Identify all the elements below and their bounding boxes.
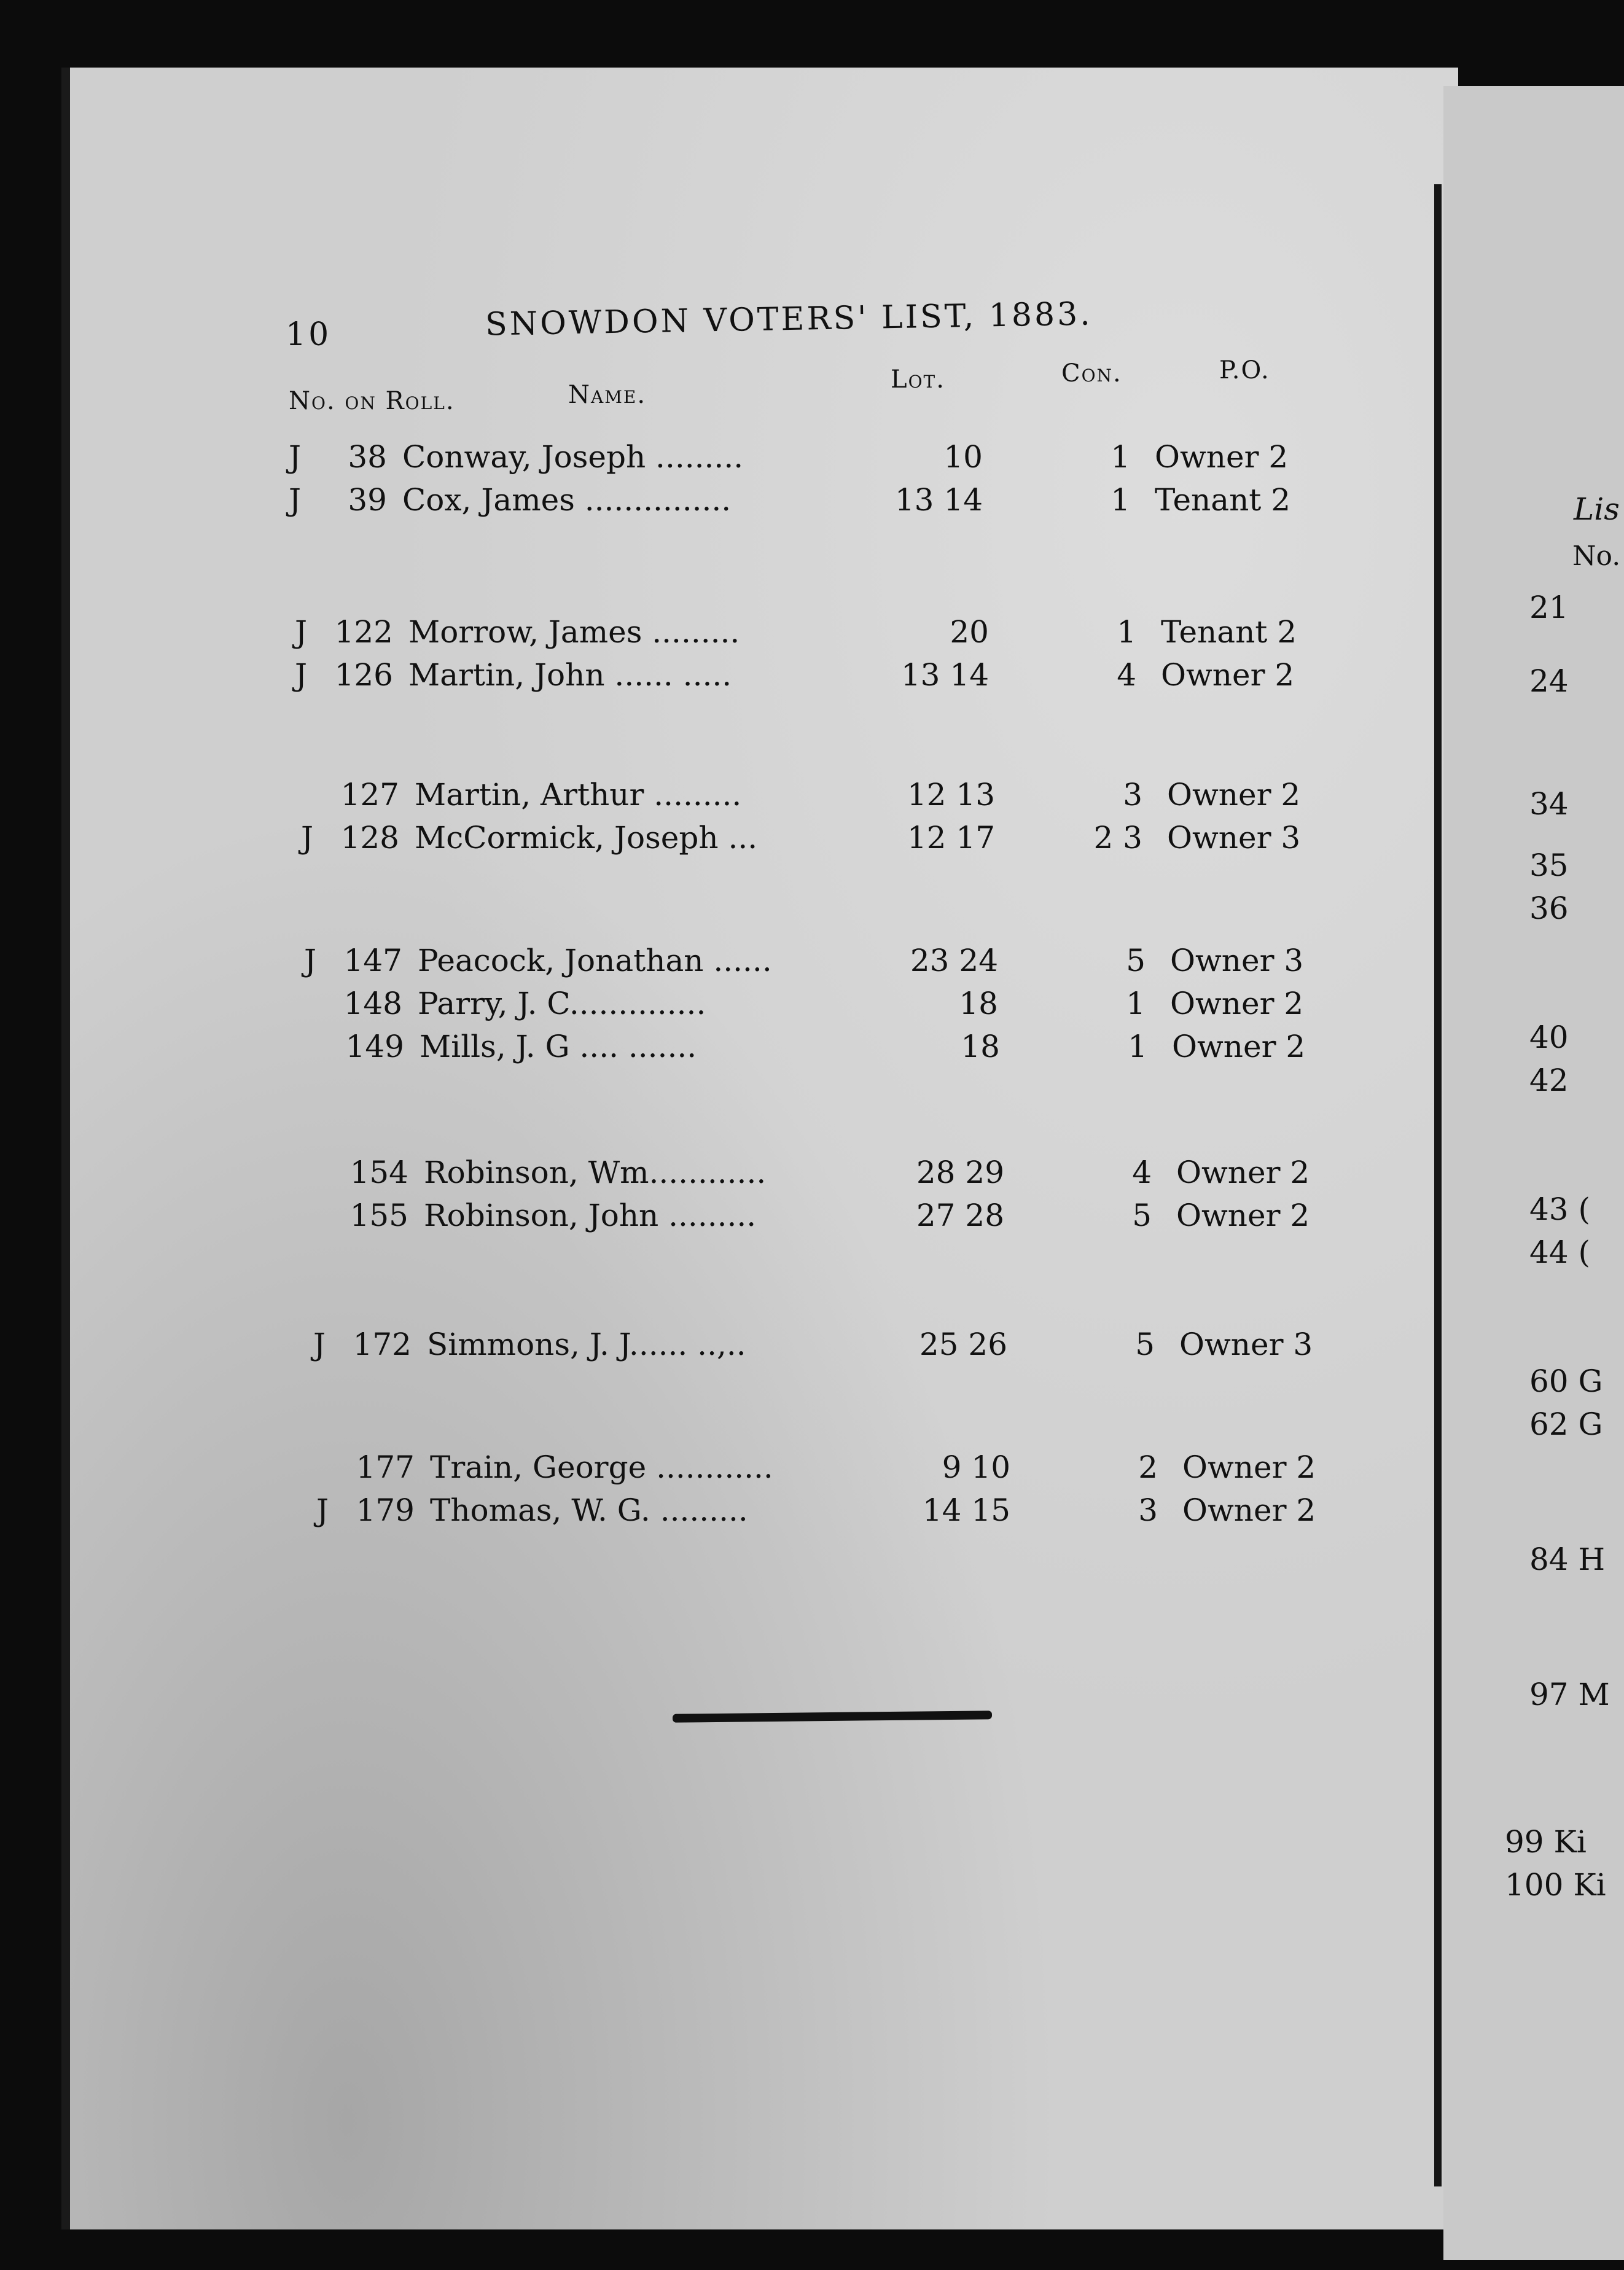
entry-lot: 28 29 <box>916 1155 1004 1190</box>
facing-item: 36 <box>1529 891 1569 926</box>
entry-lot: 10 <box>943 439 983 475</box>
facing-item: 97 M <box>1529 1677 1610 1712</box>
entry-roll-number: 155 <box>349 1198 408 1233</box>
entry-con: 5 <box>1135 1327 1155 1362</box>
entry-po: Owner 3 <box>1179 1327 1313 1362</box>
entry-mark: J <box>316 1492 329 1528</box>
facing-item: 44 ( <box>1529 1234 1591 1270</box>
facing-col-header: No. <box>1572 540 1621 572</box>
entry-po: Owner 2 <box>1167 777 1301 813</box>
facing-heading: Lis <box>1574 491 1620 527</box>
entry-name: Thomas, W. G. ......... <box>430 1492 748 1528</box>
entry-con: 5 <box>1126 943 1146 978</box>
entry-lot: 20 <box>950 614 989 650</box>
page-left <box>61 68 1458 2229</box>
entry-mark: J <box>289 482 302 518</box>
entry-con: 1 <box>1126 986 1146 1021</box>
entry-po: Owner 2 <box>1182 1492 1316 1528</box>
entry-roll-number: 147 <box>343 943 402 978</box>
entry-lot: 12 17 <box>907 820 995 856</box>
entry-po: Owner 2 <box>1176 1198 1310 1233</box>
entry-roll-number: 149 <box>345 1029 404 1064</box>
facing-item: 60 G <box>1529 1363 1603 1399</box>
entry-name: Martin, Arthur ......... <box>415 777 742 813</box>
col-po: P.O. <box>1219 356 1270 384</box>
entry-lot: 13 14 <box>900 657 989 693</box>
entry-name: Martin, John ...... ..... <box>408 657 732 693</box>
entry-roll-number: 126 <box>334 657 393 693</box>
entry-lot: 23 24 <box>910 943 998 978</box>
entry-mark: J <box>304 943 317 978</box>
col-con: Con. <box>1061 359 1122 388</box>
facing-item: 42 <box>1529 1063 1569 1098</box>
entry-roll-number: 38 <box>348 439 387 475</box>
entry-lot: 13 14 <box>894 482 983 518</box>
col-name: Name. <box>568 381 647 409</box>
entry-mark: J <box>295 657 308 693</box>
entry-con: 3 <box>1138 1492 1158 1528</box>
entry-po: Owner 2 <box>1161 657 1295 693</box>
col-lot: Lot. <box>891 365 945 394</box>
facing-item: 34 <box>1529 786 1569 822</box>
entry-roll-number: 122 <box>334 614 393 650</box>
entry-lot: 12 13 <box>907 777 995 813</box>
entry-lot: 9 10 <box>942 1449 1010 1485</box>
entry-roll-number: 154 <box>349 1155 408 1190</box>
entry-con: 2 <box>1138 1449 1158 1485</box>
entry-lot: 18 <box>961 1029 1000 1064</box>
entry-name: Parry, J. C.............. <box>418 986 706 1021</box>
entry-po: Owner 3 <box>1167 820 1301 856</box>
entry-po: Owner 2 <box>1182 1449 1316 1485</box>
page-right-partial <box>1443 86 1624 2260</box>
entry-name: Robinson, Wm............ <box>424 1155 767 1190</box>
facing-item: 62 G <box>1529 1406 1603 1442</box>
entry-roll-number: 148 <box>343 986 402 1021</box>
page-number: 10 <box>286 316 332 353</box>
entry-lot: 18 <box>959 986 998 1021</box>
entry-name: Simmons, J. J...... ..,.. <box>427 1327 746 1362</box>
entry-roll-number: 127 <box>340 777 399 813</box>
entry-po: Owner 2 <box>1176 1155 1310 1190</box>
entry-con: 1 <box>1117 614 1136 650</box>
facing-item: 84 H <box>1529 1542 1606 1577</box>
entry-lot: 14 15 <box>922 1492 1010 1528</box>
entry-con: 4 <box>1117 657 1136 693</box>
entry-name: Train, George ............ <box>430 1449 773 1485</box>
facing-item: 99 Ki <box>1505 1824 1587 1860</box>
page-title: SNOWDON VOTERS' LIST, 1883. <box>485 295 1093 343</box>
entry-con: 2 3 <box>1093 820 1142 856</box>
facing-item: 24 <box>1529 663 1569 699</box>
entry-roll-number: 179 <box>356 1492 415 1528</box>
entry-po: Tenant 2 <box>1155 482 1291 518</box>
entry-po: Owner 2 <box>1172 1029 1306 1064</box>
entry-mark: J <box>301 820 314 856</box>
entry-con: 1 <box>1128 1029 1147 1064</box>
col-no-on-roll: No. on Roll. <box>289 387 455 415</box>
entry-roll-number: 172 <box>353 1327 412 1362</box>
entry-name: Morrow, James ......... <box>408 614 740 650</box>
book-gutter <box>1434 184 1442 2186</box>
entry-con: 1 <box>1111 482 1130 518</box>
entry-name: Mills, J. G .... ....... <box>420 1029 697 1064</box>
entry-name: Peacock, Jonathan ...... <box>418 943 772 978</box>
facing-item: 21 <box>1529 590 1569 625</box>
entry-name: Cox, James ............... <box>402 482 732 518</box>
entry-mark: J <box>289 439 302 475</box>
entry-po: Tenant 2 <box>1161 614 1297 650</box>
facing-item: 40 <box>1529 1020 1569 1055</box>
entry-roll-number: 128 <box>340 820 399 856</box>
facing-item: 35 <box>1529 848 1569 883</box>
entry-name: Conway, Joseph ......... <box>402 439 744 475</box>
entry-mark: J <box>313 1327 326 1362</box>
entry-po: Owner 2 <box>1155 439 1289 475</box>
facing-item: 100 Ki <box>1505 1867 1606 1903</box>
entry-name: McCormick, Joseph ... <box>415 820 758 856</box>
entry-con: 4 <box>1132 1155 1152 1190</box>
entry-po: Owner 3 <box>1170 943 1304 978</box>
entry-con: 3 <box>1123 777 1142 813</box>
entry-lot: 25 26 <box>919 1327 1007 1362</box>
entry-po: Owner 2 <box>1170 986 1304 1021</box>
entry-roll-number: 39 <box>348 482 387 518</box>
entry-lot: 27 28 <box>916 1198 1004 1233</box>
entry-mark: J <box>295 614 308 650</box>
entry-con: 1 <box>1111 439 1130 475</box>
facing-item: 43 ( <box>1529 1192 1591 1227</box>
entry-con: 5 <box>1132 1198 1152 1233</box>
entry-name: Robinson, John ......... <box>424 1198 757 1233</box>
entry-roll-number: 177 <box>356 1449 415 1485</box>
